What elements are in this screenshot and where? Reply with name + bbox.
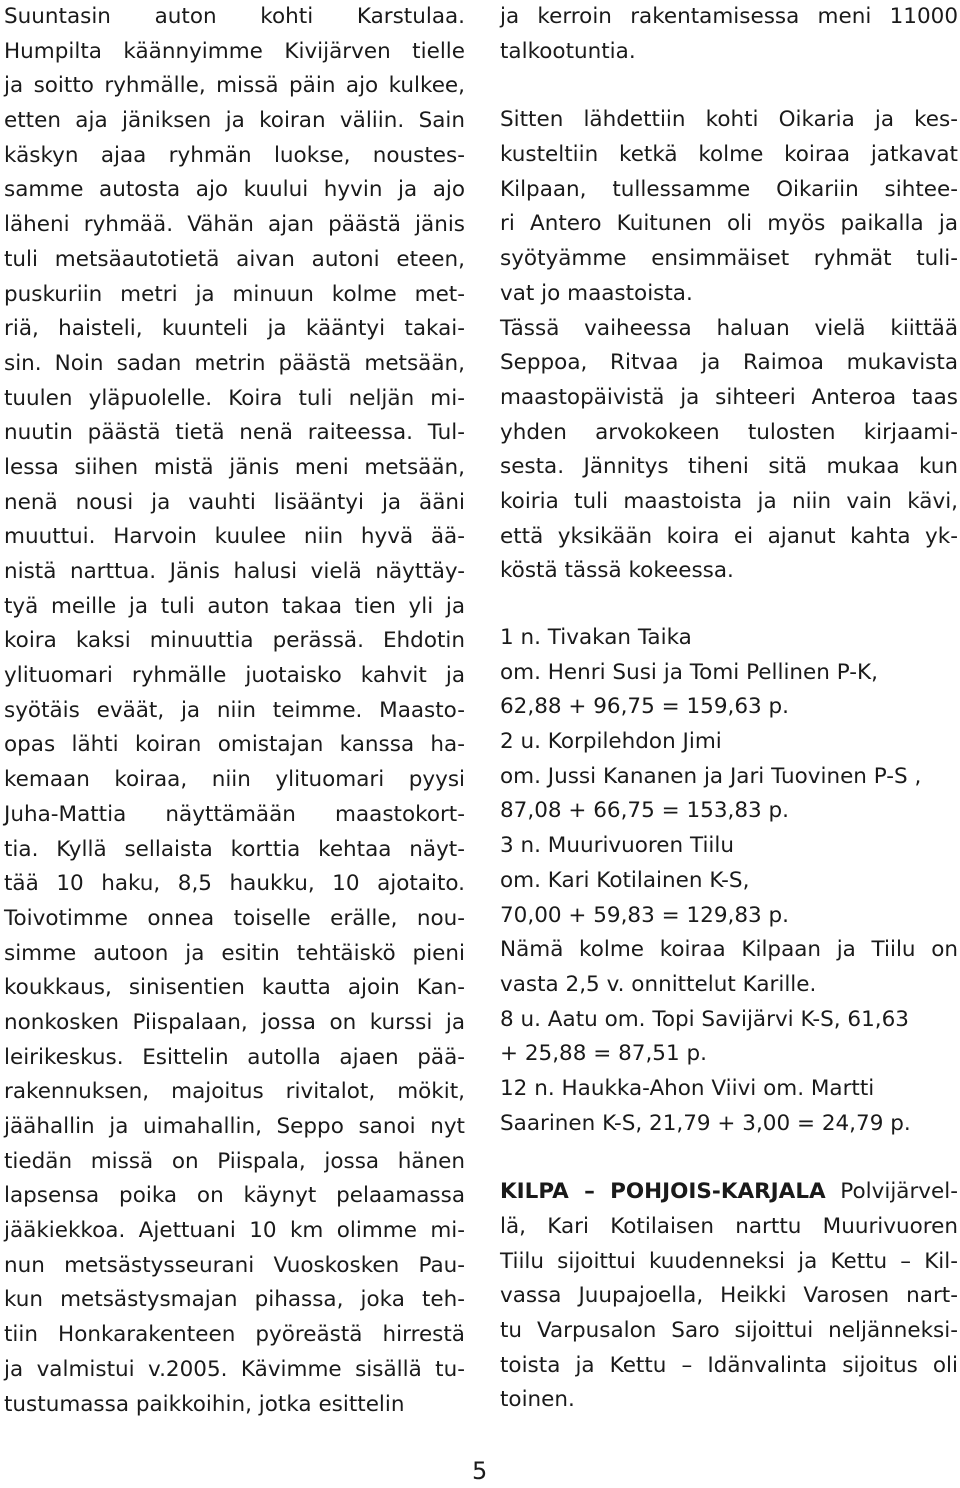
text-line: nistä narttua. Jänis halusi vielä näyttäy- [4, 559, 465, 584]
paragraph-oikari [500, 103, 958, 311]
text-line: rakennuksen, majoitus rivitalot, mökit, [4, 1079, 465, 1105]
text-line: vat jo maastoista. [500, 280, 693, 306]
result-line: om. Jussi Kananen ja Jari Tuovinen P-S , [500, 763, 922, 789]
text-line: leirikeskus. Esittelin autolla ajaen pää- [4, 1044, 465, 1070]
text-line: tustumassa paikkoihin, jotka esittelin [4, 1391, 405, 1417]
text-line: kemaan koiraa, niin ylituomari pyysi [4, 767, 465, 793]
text-line: tuulen yläpuolelle. Koira tuli neljän mi- [4, 385, 465, 411]
text-line: tää 10 haku, 8,5 haukku, 10 ajotaito. [4, 871, 465, 897]
kilpa-heading-rest: Polvijärvel- [825, 1179, 958, 1205]
text-line: Suuntasin auton kohti Karstulaa. [4, 4, 465, 29]
text-line: riä, haisteli, kuunteli ja kääntyi takai- [4, 316, 465, 342]
text-line: jäähallin ja uimahallin, Seppo sanoi nyt [4, 1114, 465, 1139]
paragraph-talkootunnit [500, 0, 958, 69]
kilpa-heading: KILPA – POHJOIS-KARJALA [500, 1179, 826, 1205]
text-line: läheni ryhmää. Vähän ajan päästä jänis [4, 212, 465, 238]
text-line: muuttui. Harvoin kuulee niin hyvä ää- [4, 524, 465, 550]
text-line: ri Antero Kuitunen oli myös paikalla ja [500, 211, 958, 237]
text-line: Kilpaan, tullessamme Oikariin sihtee- [500, 176, 958, 202]
text-line: tiedän missä on Piispala, jossa hänen [4, 1148, 465, 1174]
text-line: koira kaksi minuuttia perässä. Ehdotin [4, 628, 465, 654]
text-line: maastopäivistä ja sihteeri Anteroa taas [500, 384, 958, 410]
text-line: sesta. Jännitys tiheni sitä mukaa kun [500, 454, 958, 480]
text-line: toista ja Kettu – Idänvalinta sijoitus oli [500, 1352, 958, 1378]
page-number: 5 [472, 1457, 488, 1485]
result-line: vasta 2,5 v. onnittelut Karille. [500, 971, 817, 997]
left-column [4, 0, 465, 1422]
result-line: Saarinen K-S, 21,79 + 3,00 = 24,79 p. [500, 1110, 911, 1136]
text-line: sin. Noin sadan metrin päästä metsään, [4, 350, 465, 376]
text-line: Seppoa, Ritvaa ja Raimoa mukavista [500, 350, 958, 376]
results-list [500, 621, 958, 1141]
text-line: tiin Honkarakenteen pyöreästä hirrestä [4, 1322, 465, 1348]
paragraph-kilpa-pohjois-karjala [500, 1175, 958, 1418]
result-line: 62,88 + 96,75 = 159,63 p. [500, 694, 790, 720]
text-line: yhden arvokokeen tulosten kirjaami- [500, 419, 958, 445]
text-line: lessa siihen mistä jänis meni metsään, [4, 454, 465, 480]
text-line: koukkaus, sinisentien kautta ajoin Kan- [4, 975, 465, 1001]
result-line: 8 u. Aatu om. Topi Savijärvi K-S, 61,63 [500, 1006, 909, 1032]
right-column [500, 0, 958, 1418]
text-line: etten aja jäniksen ja koiran väliin. Sain [4, 108, 465, 134]
text-line: ylituomari ryhmälle juotaisko kahvit ja [4, 663, 465, 689]
text-line: opas lähti koiran omistajan kanssa ha- [4, 732, 465, 758]
result-line: + 25,88 = 87,51 p. [500, 1041, 707, 1067]
text-line: tyä meille ja tuli auton takaa tien yli ja [4, 593, 465, 619]
text-line: puskuriin metri ja minuun kolme met- [4, 281, 465, 307]
text-line: kusteltiin ketkä kolme koiraa jatkavat [500, 142, 958, 168]
result-line: 1 n. Tivakan Taika [500, 625, 692, 650]
text-line: syötäis eväät, ja niin teimme. Maasto- [4, 697, 465, 723]
text-line: lapsensa poika on käynyt pelaamassa [4, 1183, 465, 1209]
result-line: 2 u. Korpilehdon Jimi [500, 729, 722, 755]
text-line: Humpilta käännyimme Kivijärven tielle [4, 38, 465, 64]
text-line: vassa Juupajoella, Heikki Varosen nart- [500, 1283, 958, 1309]
text-line: jääkiekkoa. Ajettuani 10 km olimme mi- [4, 1218, 465, 1244]
text-line: tuli metsäautotietä aivan autoni eteen, [4, 246, 465, 272]
result-line: om. Kari Kotilainen K-S, [500, 867, 750, 893]
result-line: 12 n. Haukka-Ahon Viivi om. Martti [500, 1075, 875, 1101]
text-line: Sitten lähdettiin kohti Oikaria ja kes- [500, 107, 958, 133]
text-line: syötyämme ensimmäiset ryhmät tuli- [500, 246, 958, 272]
text-line: että yksikään koira ei ajanut kahta yk- [500, 523, 958, 549]
result-line: om. Henri Susi ja Tomi Pellinen P-K, [500, 659, 878, 685]
result-line: 3 n. Muurivuoren Tiilu [500, 833, 735, 859]
text-line: Tiilu sijoittui kuudenneksi ja Kettu – Kil- [500, 1248, 958, 1274]
text-line: Tässä vaiheessa haluan vielä kiittää [500, 315, 958, 341]
result-line: Nämä kolme koiraa Kilpaan ja Tiilu on [500, 937, 958, 963]
text-line: käskyn ajaa ryhmän luokse, noustes- [4, 142, 465, 168]
text-line: samme autosta ajo kuului hyvin ja ajo [4, 177, 465, 203]
text-line: köstä tässä kokeessa. [500, 558, 734, 584]
text-line: Toivotimme onnea toiselle erälle, nou- [4, 905, 465, 931]
result-line: 70,00 + 59,83 = 129,83 p. [500, 902, 790, 928]
text-line: ja valmistui v.2005. Kävimme sisällä tu- [4, 1356, 465, 1382]
text-line: tu Varpusalon Saro sijoittui neljänneksi- [500, 1318, 958, 1344]
text-line: nuutin päästä tietä nenä raiteessa. Tul- [4, 420, 465, 446]
text-line: toinen. [500, 1387, 575, 1413]
text-line: nun metsästysseurani Vuoskosken Pau- [4, 1252, 465, 1278]
text-line: Juha-Mattia näyttämään maastokort- [4, 801, 465, 827]
text-line: nenä nousi ja vauhti lisääntyi ja ääni [4, 489, 465, 515]
result-line: 87,08 + 66,75 = 153,83 p. [500, 798, 790, 824]
text-line: simme autoon ja esitin tehtäiskö pieni [4, 940, 465, 966]
text-line: talkootuntia. [500, 38, 636, 64]
text-line: lä, Kari Kotilaisen narttu Muurivuoren [500, 1214, 958, 1239]
text-line: ja kerroin rakentamisessa meni 11000 [500, 4, 958, 29]
text-line: nonkosken Piispalaan, jossa on kurssi ja [4, 1009, 465, 1035]
text-line: tia. Kyllä sellaista korttia kehtaa näyt- [4, 836, 465, 862]
paragraph-kiitokset [500, 312, 958, 590]
text-line: kun metsästysmajan pihassa, joka teh- [4, 1287, 465, 1313]
text-line: ja soitto ryhmälle, missä päin ajo kulkee, [4, 73, 465, 99]
text-line [500, 1175, 958, 1210]
text-line: koiria tuli maastoista ja niin vain kävi, [500, 488, 958, 514]
